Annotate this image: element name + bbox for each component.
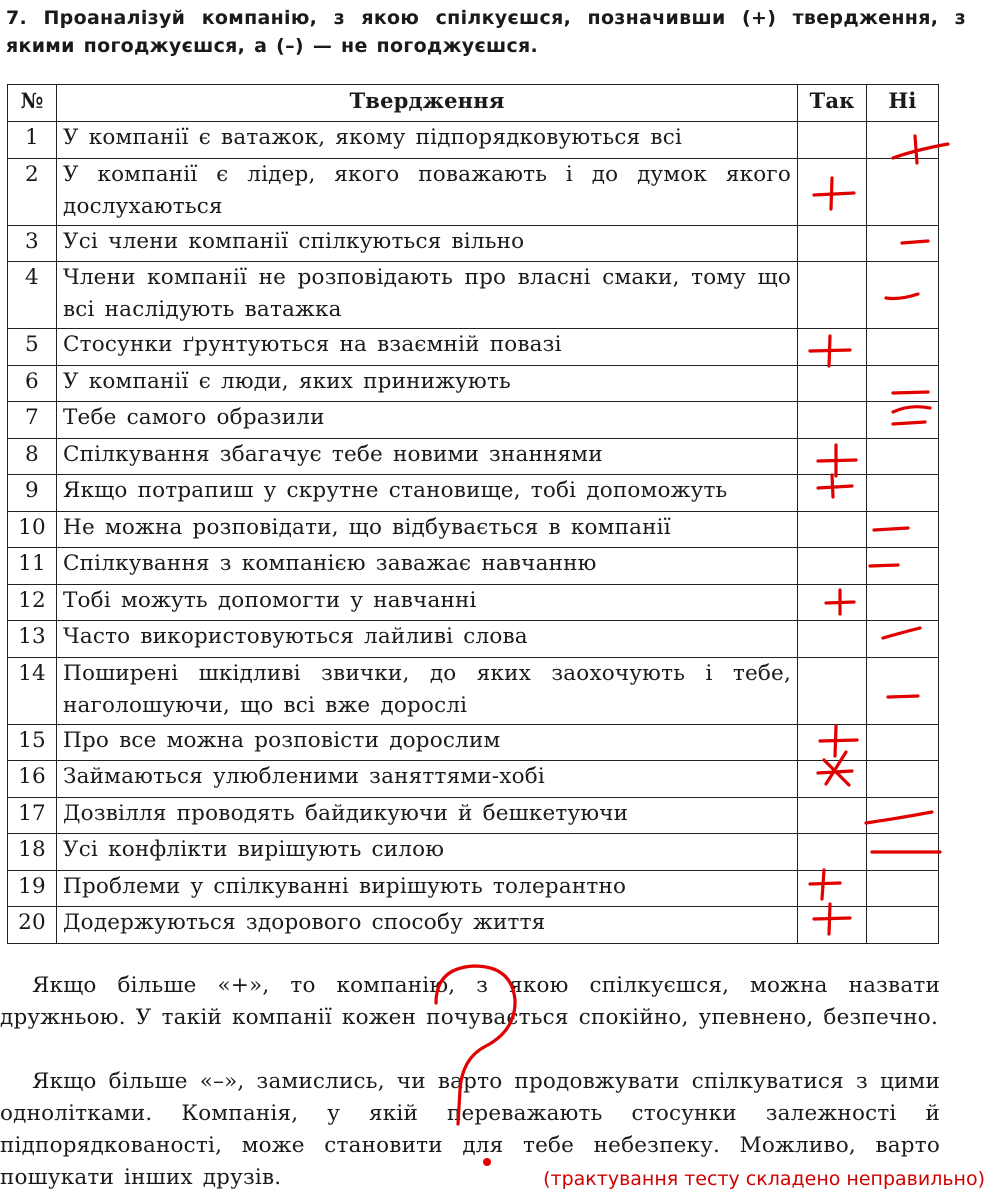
no-cell[interactable] <box>867 158 939 225</box>
table-row <box>8 475 939 512</box>
handwritten-note: (трактування тесту складено неправильно) <box>543 1168 985 1190</box>
no-cell[interactable] <box>867 329 939 366</box>
row-number: 1 <box>8 122 57 159</box>
row-number: 19 <box>8 870 57 907</box>
table-row <box>8 834 939 871</box>
no-cell[interactable] <box>867 225 939 262</box>
table-row <box>8 122 939 159</box>
row-number: 9 <box>8 475 57 512</box>
task-number: 7. <box>6 7 28 29</box>
yes-cell[interactable] <box>798 834 867 871</box>
yes-cell[interactable] <box>798 621 867 658</box>
row-number: 7 <box>8 402 57 439</box>
no-cell[interactable] <box>867 834 939 871</box>
row-statement: Часто використовуються лайливі слова <box>57 621 798 658</box>
row-number: 3 <box>8 225 57 262</box>
table-row <box>8 657 939 724</box>
table-row <box>8 438 939 475</box>
table-row <box>8 797 939 834</box>
row-statement: Займаються улюбленими заняттями-хобі <box>57 761 798 798</box>
row-statement: Тобі можуть допомогти у навчанні <box>57 584 798 621</box>
yes-cell[interactable] <box>798 511 867 548</box>
table-row <box>8 511 939 548</box>
table-row <box>8 158 939 225</box>
no-cell[interactable] <box>867 907 939 944</box>
table-header-row <box>8 85 939 122</box>
yes-cell[interactable] <box>798 907 867 944</box>
row-statement: Про все можна розповісти дорослим <box>57 724 798 761</box>
row-statement: Не можна розповідати, що відбувається в компанії <box>57 511 798 548</box>
task-text: Проаналізуй компанію, з якою спілкуєшся, позначивши (+) твердження, з якими погоджуєшся, а (–) — не погоджуєшся. <box>6 7 967 57</box>
no-cell[interactable] <box>867 511 939 548</box>
no-cell[interactable] <box>867 548 939 585</box>
row-number: 14 <box>8 657 57 724</box>
row-statement: Усі члени компанії спілкуються вільно <box>57 225 798 262</box>
row-statement: Дозвілля проводять байдикуючи й бешкетуючи <box>57 797 798 834</box>
interpretation-paragraph-2: Якщо більше «–», замислись, чи варто продовжувати спілкуватися з цими однолітками. Компанія, у якій переважають стосунки залежності й підпорядкованості, може становити для тебе небезпеку. Можливо, варто пошукати інших друзів. <box>0 1069 940 1190</box>
row-statement: Спілкування з компанією заважає навчанню <box>57 548 798 585</box>
yes-cell[interactable] <box>798 584 867 621</box>
row-number: 11 <box>8 548 57 585</box>
yes-cell[interactable] <box>798 122 867 159</box>
yes-cell[interactable] <box>798 438 867 475</box>
table-row <box>8 548 939 585</box>
table-row <box>8 907 939 944</box>
row-statement: Поширені шкідливі звички, до яких заохочують і тебе, наголошуючи, що всі вже дорослі <box>57 657 798 724</box>
row-number: 13 <box>8 621 57 658</box>
row-statement: У компанії є лідер, якого поважають і до думок якого дослухаються <box>57 158 798 225</box>
no-cell[interactable] <box>867 724 939 761</box>
no-cell[interactable] <box>867 797 939 834</box>
row-number: 10 <box>8 511 57 548</box>
row-statement: Додержуються здорового способу життя <box>57 907 798 944</box>
yes-cell[interactable] <box>798 262 867 329</box>
yes-cell[interactable] <box>798 329 867 366</box>
row-statement: Члени компанії не розповідають про власні смаки, тому що всі наслідують ватажка <box>57 262 798 329</box>
yes-cell[interactable] <box>798 475 867 512</box>
no-cell[interactable] <box>867 402 939 439</box>
table-row <box>8 402 939 439</box>
table-row <box>8 365 939 402</box>
row-number: 2 <box>8 158 57 225</box>
header-yes: Так <box>798 85 867 122</box>
no-cell[interactable] <box>867 621 939 658</box>
row-number: 16 <box>8 761 57 798</box>
interpretation-paragraph-1: Якщо більше «+», то компанію, з якою спілкуєшся, можна назвати дружньою. У такій компанії кожен почувається спокійно, упевнено, безпечно. <box>0 973 940 1030</box>
row-number: 4 <box>8 262 57 329</box>
table-row <box>8 870 939 907</box>
no-cell[interactable] <box>867 122 939 159</box>
row-statement: Спілкування збагачує тебе новими знаннями <box>57 438 798 475</box>
table-row <box>8 724 939 761</box>
row-statement: Проблеми у спілкуванні вирішують толерантно <box>57 870 798 907</box>
table-row <box>8 329 939 366</box>
no-cell[interactable] <box>867 475 939 512</box>
no-cell[interactable] <box>867 657 939 724</box>
header-number: № <box>8 85 57 122</box>
no-cell[interactable] <box>867 584 939 621</box>
yes-cell[interactable] <box>798 657 867 724</box>
row-statement: Тебе самого образили <box>57 402 798 439</box>
row-number: 6 <box>8 365 57 402</box>
row-statement: У компанії є люди, яких принижують <box>57 365 798 402</box>
no-cell[interactable] <box>867 365 939 402</box>
header-no: Ні <box>867 85 939 122</box>
statements-table <box>7 84 939 944</box>
no-cell[interactable] <box>867 438 939 475</box>
no-cell[interactable] <box>867 761 939 798</box>
no-cell[interactable] <box>867 870 939 907</box>
row-number: 20 <box>8 907 57 944</box>
header-statement: Твердження <box>57 85 798 122</box>
yes-cell[interactable] <box>798 761 867 798</box>
row-statement: У компанії є ватажок, якому підпорядковуються всі <box>57 122 798 159</box>
row-number: 8 <box>8 438 57 475</box>
yes-cell[interactable] <box>798 365 867 402</box>
row-number: 17 <box>8 797 57 834</box>
row-statement: Стосунки ґрунтуються на взаємній повазі <box>57 329 798 366</box>
yes-cell[interactable] <box>798 797 867 834</box>
no-cell[interactable] <box>867 262 939 329</box>
row-statement: Якщо потрапиш у скрутне становище, тобі допоможуть <box>57 475 798 512</box>
row-number: 5 <box>8 329 57 366</box>
table-row <box>8 262 939 329</box>
yes-cell[interactable] <box>798 225 867 262</box>
yes-cell[interactable] <box>798 724 867 761</box>
table-row <box>8 584 939 621</box>
table-row <box>8 621 939 658</box>
row-number: 18 <box>8 834 57 871</box>
task-statement <box>6 4 966 60</box>
yes-cell[interactable] <box>798 548 867 585</box>
row-statement: Усі конфлікти вирішують силою <box>57 834 798 871</box>
table-row <box>8 225 939 262</box>
row-number: 12 <box>8 584 57 621</box>
row-number: 15 <box>8 724 57 761</box>
yes-cell[interactable] <box>798 402 867 439</box>
yes-cell[interactable] <box>798 870 867 907</box>
yes-cell[interactable] <box>798 158 867 225</box>
table-row <box>8 761 939 798</box>
